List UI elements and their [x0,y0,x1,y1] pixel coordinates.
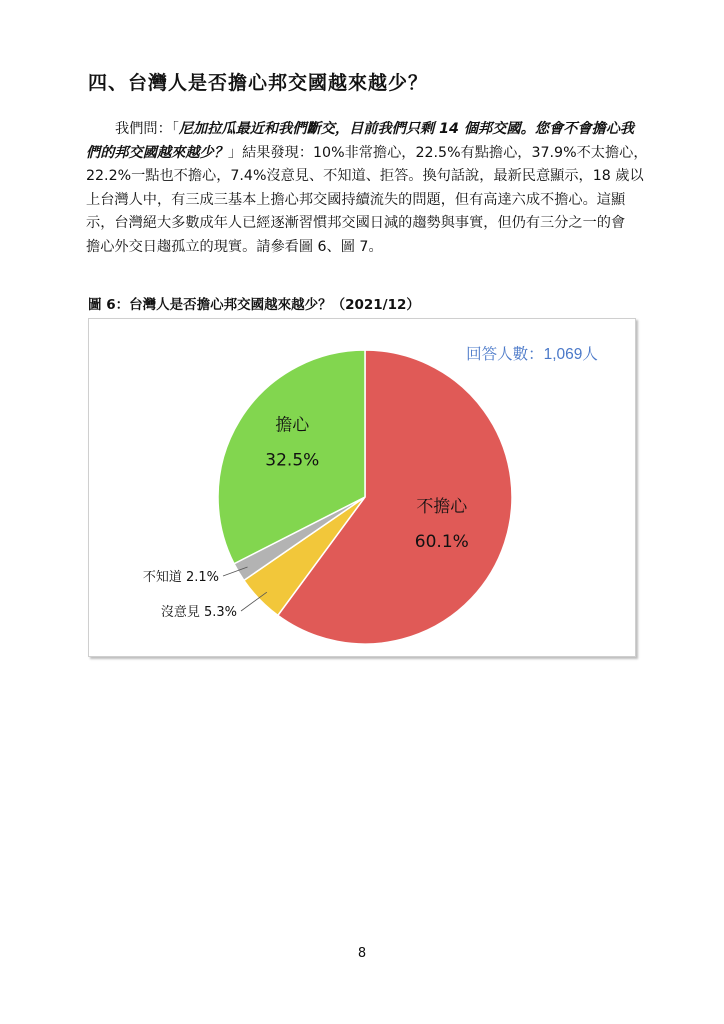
paragraph-line-1 [86,118,646,142]
paragraph-line-2 [86,142,646,166]
paragraph-line-3: 22.2%一點也不擔心，7.4%沒意見、不知道、拒答。換句話說，最新民意顯示，18 歲以 [86,168,644,184]
paragraph-line-6: 擔心外交日趨孤立的現實。請參看圖 6、圖 7。 [86,238,383,255]
question-text-2: 們的邦交國越來越少？ [86,144,228,161]
pie-chart [89,319,635,656]
slice-outside-label: 不知道 2.1% [142,570,219,585]
slice-name-label: 擔心 [275,415,310,436]
slice-value-label: 32.5% [265,450,320,471]
pie-slices [218,350,512,644]
slice-value-label: 60.1% [414,532,469,553]
paragraph-line-4: 上台灣人中，有三成三基本上擔心邦交國持續流失的問題，但有高達六成不擔心。這顯 [86,191,626,208]
question-text-1: 尼加拉瓜最近和我們斷交，目前我們只剩 14 個邦交國。您會不會擔心我 [178,121,635,137]
result-text: 」結果發現：10%非常擔心，22.5%有點擔心，37.9%不太擔心， [227,144,648,161]
section-heading: 四、台灣人是否擔心邦交國越來越少？ [88,72,429,94]
paragraph-line-5: 示，台灣絕大多數成年人已經逐漸習慣邦交國日減的趨勢與事實，但仍有三分之一的會 [86,215,626,231]
figure-caption: 圖 6：台灣人是否擔心邦交國越來越少？（2021/12） [88,297,420,313]
page-number: 8 [357,946,367,961]
respondent-count-label: 回答人數：1,069人 [466,346,598,363]
question-prefix: 我們問：「 [115,121,179,137]
pie-chart-frame [88,318,636,657]
slice-name-label: 不擔心 [416,497,468,518]
body-paragraph [86,118,646,259]
slice-outside-label: 沒意見 5.3% [160,605,237,620]
